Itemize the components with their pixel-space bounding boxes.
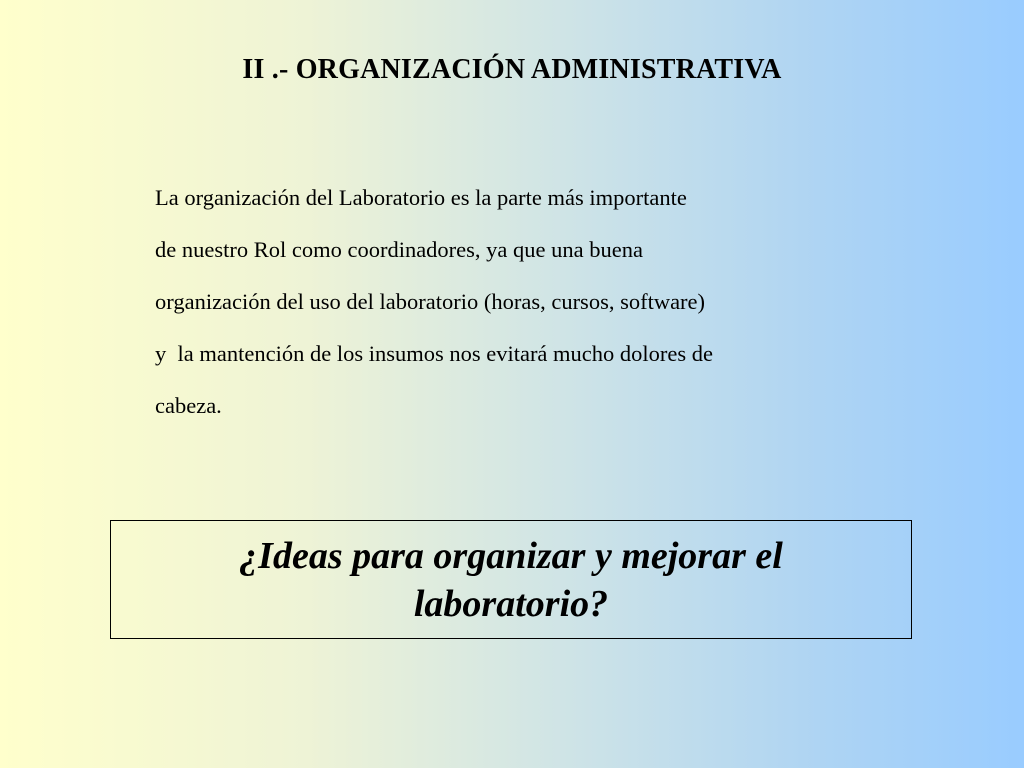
body-line-4: y la mantención de los insumos nos evitará mucho dolores de <box>155 341 714 366</box>
body-line-5: cabeza. <box>155 393 222 418</box>
callout-line-1: ¿Ideas para organizar y mejorar el <box>239 534 783 577</box>
callout-line-2: laboratorio? <box>413 582 609 625</box>
body-paragraph <box>155 172 915 432</box>
callout-box <box>110 520 912 639</box>
slide-title: II .- ORGANIZACIÓN ADMINISTRATIVA <box>242 54 782 85</box>
body-line-2: de nuestro Rol como coordinadores, ya que una buena <box>155 237 643 262</box>
body-line-3: organización del uso del laboratorio (horas, cursos, software) <box>155 289 706 314</box>
body-line-1: La organización del Laboratorio es la parte más importante <box>155 185 687 210</box>
